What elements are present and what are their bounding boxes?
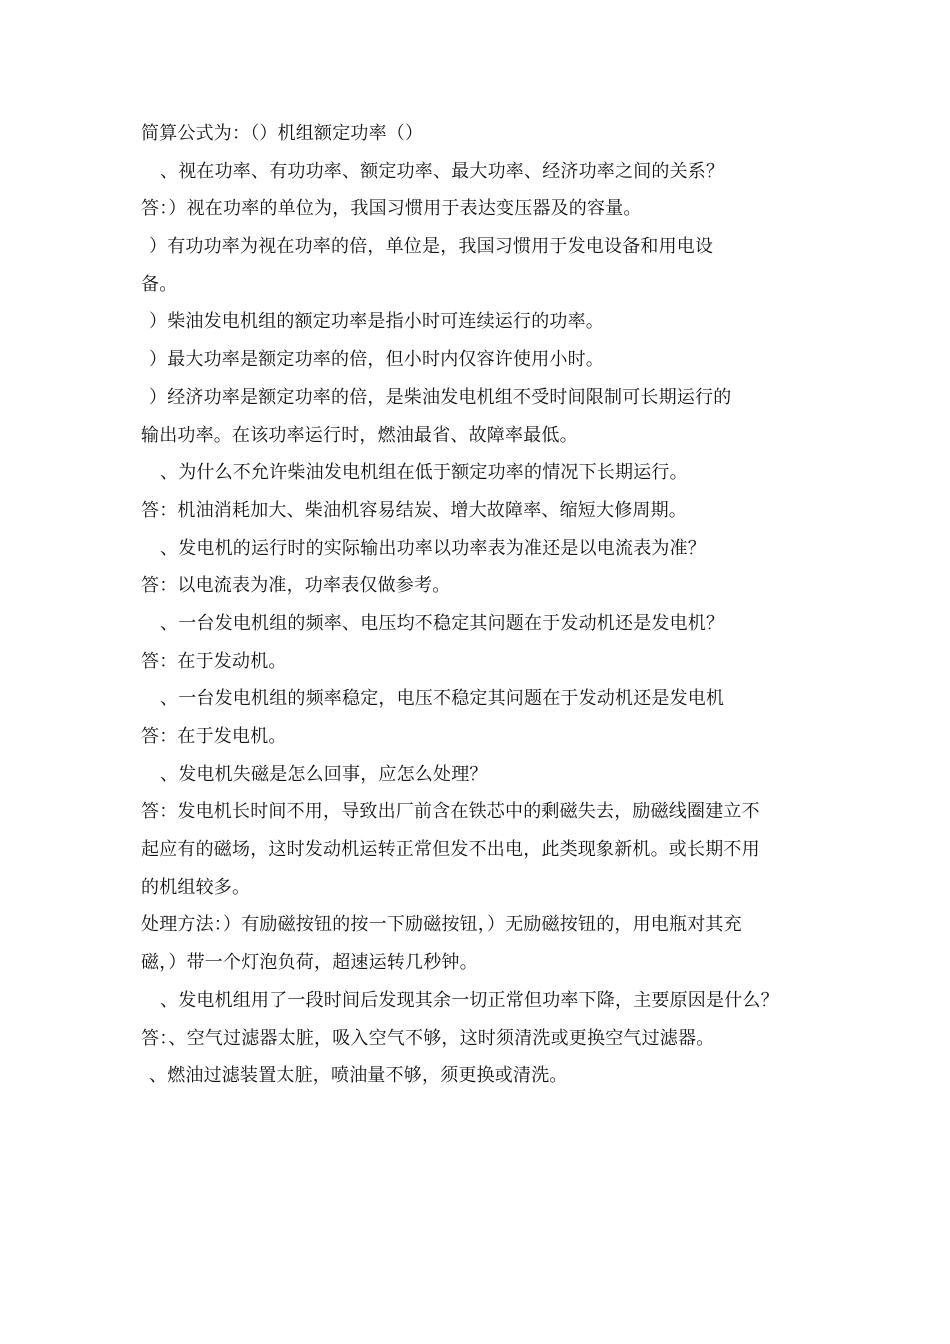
question-unstable-voltage: 、一台发电机组的频率稳定，电压不稳定其问题在于发动机还是发电机 — [160, 688, 725, 710]
question-output-meter: 、发电机的运行时的实际输出功率以功率表为准还是以电流表为准？ — [160, 537, 706, 559]
answer-demagnetization: 答：发电机长时间不用，导致出厂前含在铁芯中的剩磁失去，励磁线圈建立不 — [141, 801, 760, 823]
answer-demagnetization-cont-2: 的机组较多。 — [141, 876, 251, 898]
formula-line: 简算公式为：（）机组额定功率（） — [141, 123, 424, 144]
answer-rated-power: ）柴油发电机组的额定功率是指小时可连续运行的功率。 — [149, 311, 604, 333]
treatment-method: 处理方法：）有励磁按钮的按一下励磁按钮，）无励磁按钮的，用电瓶对其充 — [141, 914, 742, 936]
question-power-drop: 、发电机组用了一段时间后发现其余一切正常但功率下降，主要原因是什么？ — [160, 989, 779, 1011]
answer-max-power: ）最大功率是额定功率的倍，但小时内仅容许使用小时。 — [149, 349, 604, 371]
answer-economic-power: ）经济功率是额定功率的倍，是柴油发电机组不受时间限制可长期运行的 — [149, 386, 732, 408]
answer-apparent-power: 答：）视在功率的单位为，我国习惯用于表达变压器及的容量。 — [141, 198, 642, 220]
question-demagnetization: 、发电机失磁是怎么回事，应怎么处理？ — [160, 763, 488, 785]
answer-economic-power-cont: 输出功率。在该功率运行时，燃油最省、故障率最低。 — [141, 424, 578, 446]
answer-fuel-filter: 、燃油过滤装置太脏，喷油量不够，须更换或清洗。 — [149, 1065, 568, 1087]
question-unstable-freq-voltage: 、一台发电机组的频率、电压均不稳定其问题在于发动机还是发电机？ — [160, 612, 725, 634]
answer-output-meter: 答：以电流表为准，功率表仅做参考。 — [141, 575, 451, 597]
answer-unstable-freq-voltage: 答：在于发动机。 — [141, 650, 287, 672]
answer-demagnetization-cont-1: 起应有的磁场，这时发动机运转正常但发不出电，此类现象新机。或长期不用 — [141, 839, 760, 861]
question-power-relations: 、视在功率、有功功率、额定功率、最大功率、经济功率之间的关系？ — [160, 160, 725, 182]
answer-air-filter: 答：、空气过滤器太脏，吸入空气不够，这时须清洗或更换空气过滤器。 — [141, 1027, 715, 1049]
answer-active-power: ）有功功率为视在功率的倍，单位是，我国习惯用于发电设备和用电设 — [149, 236, 714, 258]
treatment-method-cont: 磁，）带一个灯泡负荷，超速运转几秒钟。 — [141, 952, 478, 974]
answer-unstable-voltage: 答：在于发电机。 — [141, 726, 287, 747]
answer-low-load: 答：机油消耗加大、柴油机容易结炭、增大故障率、缩短大修周期。 — [141, 499, 687, 521]
answer-active-power-cont: 备。 — [141, 273, 178, 295]
document-body — [141, 115, 831, 1095]
question-low-load: 、为什么不允许柴油发电机组在低于额定功率的情况下长期运行。 — [160, 462, 688, 484]
